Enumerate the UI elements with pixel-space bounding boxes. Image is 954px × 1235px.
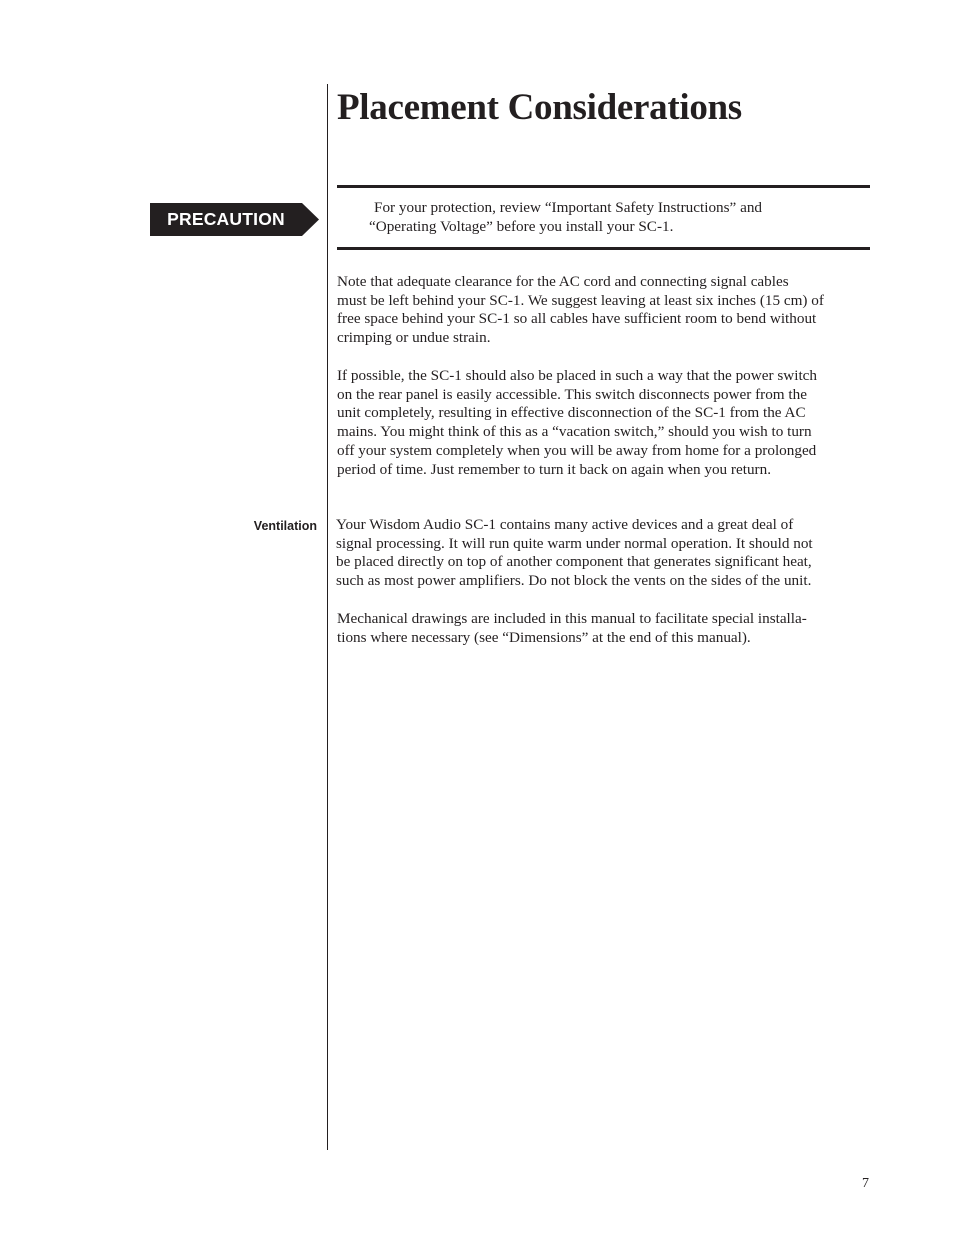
paragraph-line: Mechanical drawings are included in this manual to facilitate special installa- <box>337 610 807 627</box>
precaution-text-line: For your protection, review “Important Safety Instructions” and <box>374 199 763 216</box>
precaution-text-line: “Operating Voltage” before you install your SC-1. <box>369 218 674 235</box>
vertical-margin-rule <box>327 84 328 1150</box>
paragraph-line: must be left behind your SC-1. We suggest leaving at least six inches (15 cm) of <box>337 291 824 309</box>
paragraph-line: unit completely, resulting in effective disconnection of the SC-1 from the AC <box>337 404 806 422</box>
paragraph-line: such as most power amplifiers. Do not block the vents on the sides of the unit. <box>336 572 812 590</box>
precaution-badge <box>150 203 319 236</box>
paragraph-line: period of time. Just remember to turn it back on again when you return. <box>337 460 771 478</box>
paragraph-line: be placed directly on top of another component that generates significant heat, <box>336 553 812 571</box>
precaution-bottom-rule <box>337 247 870 250</box>
paragraph-line: signal processing. It will run quite warm under normal operation. It should not <box>336 534 813 552</box>
precaution-top-rule <box>337 185 870 188</box>
paragraph-line: mains. You might think of this as a “vacation switch,” should you wish to turn <box>337 423 812 441</box>
paragraph-line: Note that adequate clearance for the AC cord and connecting signal cables <box>337 273 789 290</box>
precaution-label: PRECAUTION <box>167 209 285 229</box>
paragraph-line: crimping or undue strain. <box>337 329 491 347</box>
page-number: 7 <box>862 1176 869 1191</box>
ventilation-heading: Ventilation <box>253 519 317 533</box>
drawings-paragraph <box>337 610 865 647</box>
paragraph-line: free space behind your SC-1 so all cables have sufficient room to bend without <box>337 310 817 328</box>
ventilation-paragraph <box>336 516 864 591</box>
precaution-text <box>369 198 809 236</box>
paragraph-line: Your Wisdom Audio SC-1 contains many active devices and a great deal of <box>336 516 794 533</box>
paragraph-line: on the rear panel is easily accessible. This switch disconnects power from the <box>337 385 807 403</box>
paragraph-line: off your system completely when you will be away from home for a prolonged <box>337 441 817 459</box>
page-title: Placement Considerations <box>337 87 742 128</box>
power-switch-paragraph <box>337 367 865 479</box>
paragraph-line: If possible, the SC-1 should also be placed in such a way that the power switch <box>337 367 817 384</box>
paragraph-line: tions where necessary (see “Dimensions” at the end of this manual). <box>337 628 751 646</box>
clearance-paragraph <box>337 273 865 348</box>
